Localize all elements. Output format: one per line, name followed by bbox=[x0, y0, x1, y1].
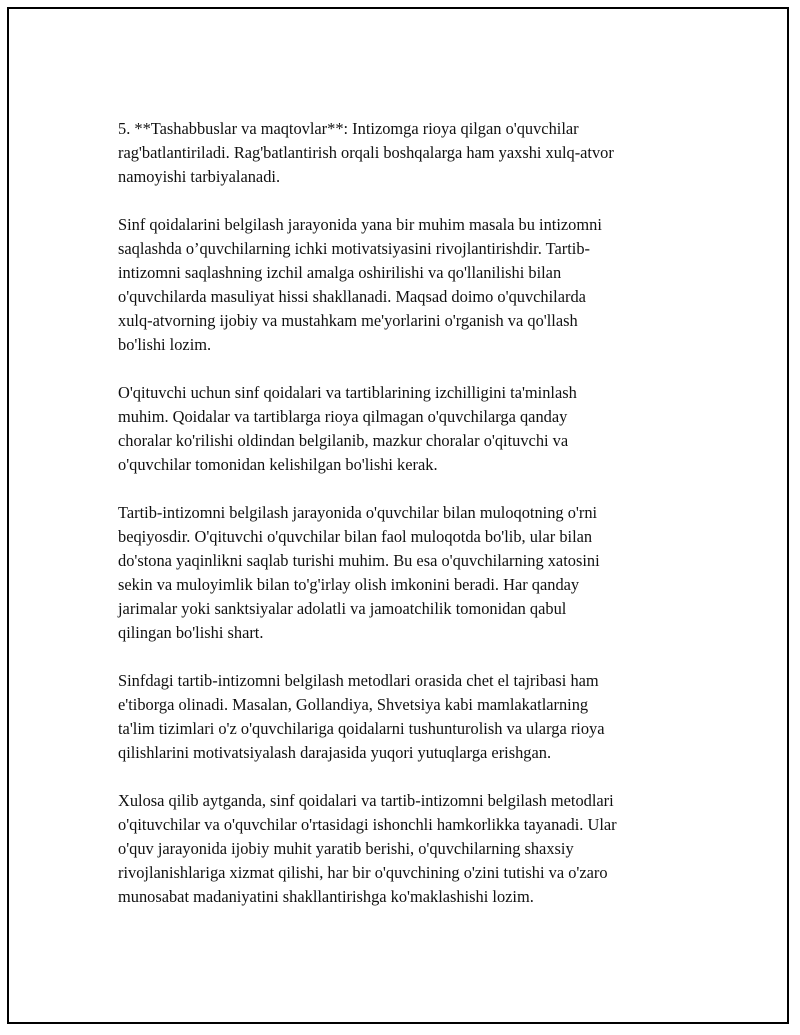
text-line: Sinf qoidalarini belgilash jarayonida yana bir muhim masala bu intizomni bbox=[118, 215, 602, 234]
text-line: o'quvchilarda masuliyat hissi shakllanadi. Maqsad doimo o'quvchilarda bbox=[118, 287, 586, 306]
text-line: O'qituvchi uchun sinf qoidalari va tartiblarining izchilligini ta'minlash bbox=[118, 383, 577, 402]
document-body bbox=[118, 117, 698, 933]
paragraph-praise bbox=[118, 117, 698, 189]
text-line: beqiyosdir. O'qituvchi o'quvchilar bilan faol muloqotda bo'lib, ular bilan bbox=[118, 527, 593, 546]
text-line: intizomni saqlashning izchil amalga oshirilishi va qo'llanilishi bilan bbox=[118, 263, 562, 282]
text-line: o'quv jarayonida ijobiy muhit yaratib berishi, o'quvchilarning shaxsiy bbox=[118, 839, 574, 858]
text-line: jarimalar yoki sanktsiyalar adolatli va jamoatchilik tomonidan qabul bbox=[118, 599, 567, 618]
text-line: Xulosa qilib aytganda, sinf qoidalari va tartib-intizomni belgilash metodlari bbox=[118, 791, 614, 810]
text-line: ta'lim tizimlari o'z o'quvchilariga qoidalarni tushunturolish va ularga rioya bbox=[118, 719, 605, 738]
paragraph-conclusion bbox=[118, 789, 698, 909]
text-line: 5. **Tashabbuslar va maqtovlar**: Intizomga rioya qilgan o'quvchilar bbox=[118, 119, 579, 138]
text-line: rag'batlantiriladi. Rag'batlantirish orqali boshqalarga ham yaxshi xulq-atvor bbox=[118, 143, 614, 162]
text-line: muhim. Qoidalar va tartiblarga rioya qilmagan o'quvchilarga qanday bbox=[118, 407, 568, 426]
text-line: do'stona yaqinlikni saqlab turishi muhim. Bu esa o'quvchilarning xatosini bbox=[118, 551, 600, 570]
text-line: Sinfdagi tartib-intizomni belgilash metodlari orasida chet el tajribasi ham bbox=[118, 671, 599, 690]
text-line: rivojlanishlariga xizmat qilishi, har bir o'quvchining o'zini tutishi va o'zaro bbox=[118, 863, 608, 882]
text-line: xulq-atvorning ijobiy va mustahkam me'yorlarini o'rganish va qo'llash bbox=[118, 311, 578, 330]
text-line: saqlashda o’quvchilarning ichki motivatsiyasini rivojlantirishdir. Tartib- bbox=[118, 239, 590, 258]
text-line: qilishlarini motivatsiyalash darajasida yuqori yutuqlarga erishgan. bbox=[118, 743, 552, 762]
text-line: o'qituvchilar va o'quvchilar o'rtasidagi ishonchli hamkorlikka tayanadi. Ular bbox=[118, 815, 617, 834]
text-line: choralar ko'rilishi oldindan belgilanib, mazkur choralar o'qituvchi va bbox=[118, 431, 569, 450]
text-line: namoyishi tarbiyalanadi. bbox=[118, 167, 281, 186]
paragraph-motivation bbox=[118, 213, 698, 357]
text-line: munosabat madaniyatini shakllantirishga ko'maklashishi lozim. bbox=[118, 887, 534, 906]
paragraph-foreign-experience bbox=[118, 669, 698, 765]
text-line: bo'lishi lozim. bbox=[118, 335, 212, 354]
text-line: o'quvchilar tomonidan kelishilgan bo'lishi kerak. bbox=[118, 455, 438, 474]
paragraph-communication bbox=[118, 501, 698, 645]
text-line: Tartib-intizomni belgilash jarayonida o'quvchilar bilan muloqotning o'rni bbox=[118, 503, 598, 522]
paragraph-consistency bbox=[118, 381, 698, 477]
text-line: qilingan bo'lishi shart. bbox=[118, 623, 264, 642]
text-line: e'tiborga olinadi. Masalan, Gollandiya, Shvetsiya kabi mamlakatlarning bbox=[118, 695, 589, 714]
text-line: sekin va muloyimlik bilan to'g'irlay olish imkonini beradi. Har qanday bbox=[118, 575, 580, 594]
